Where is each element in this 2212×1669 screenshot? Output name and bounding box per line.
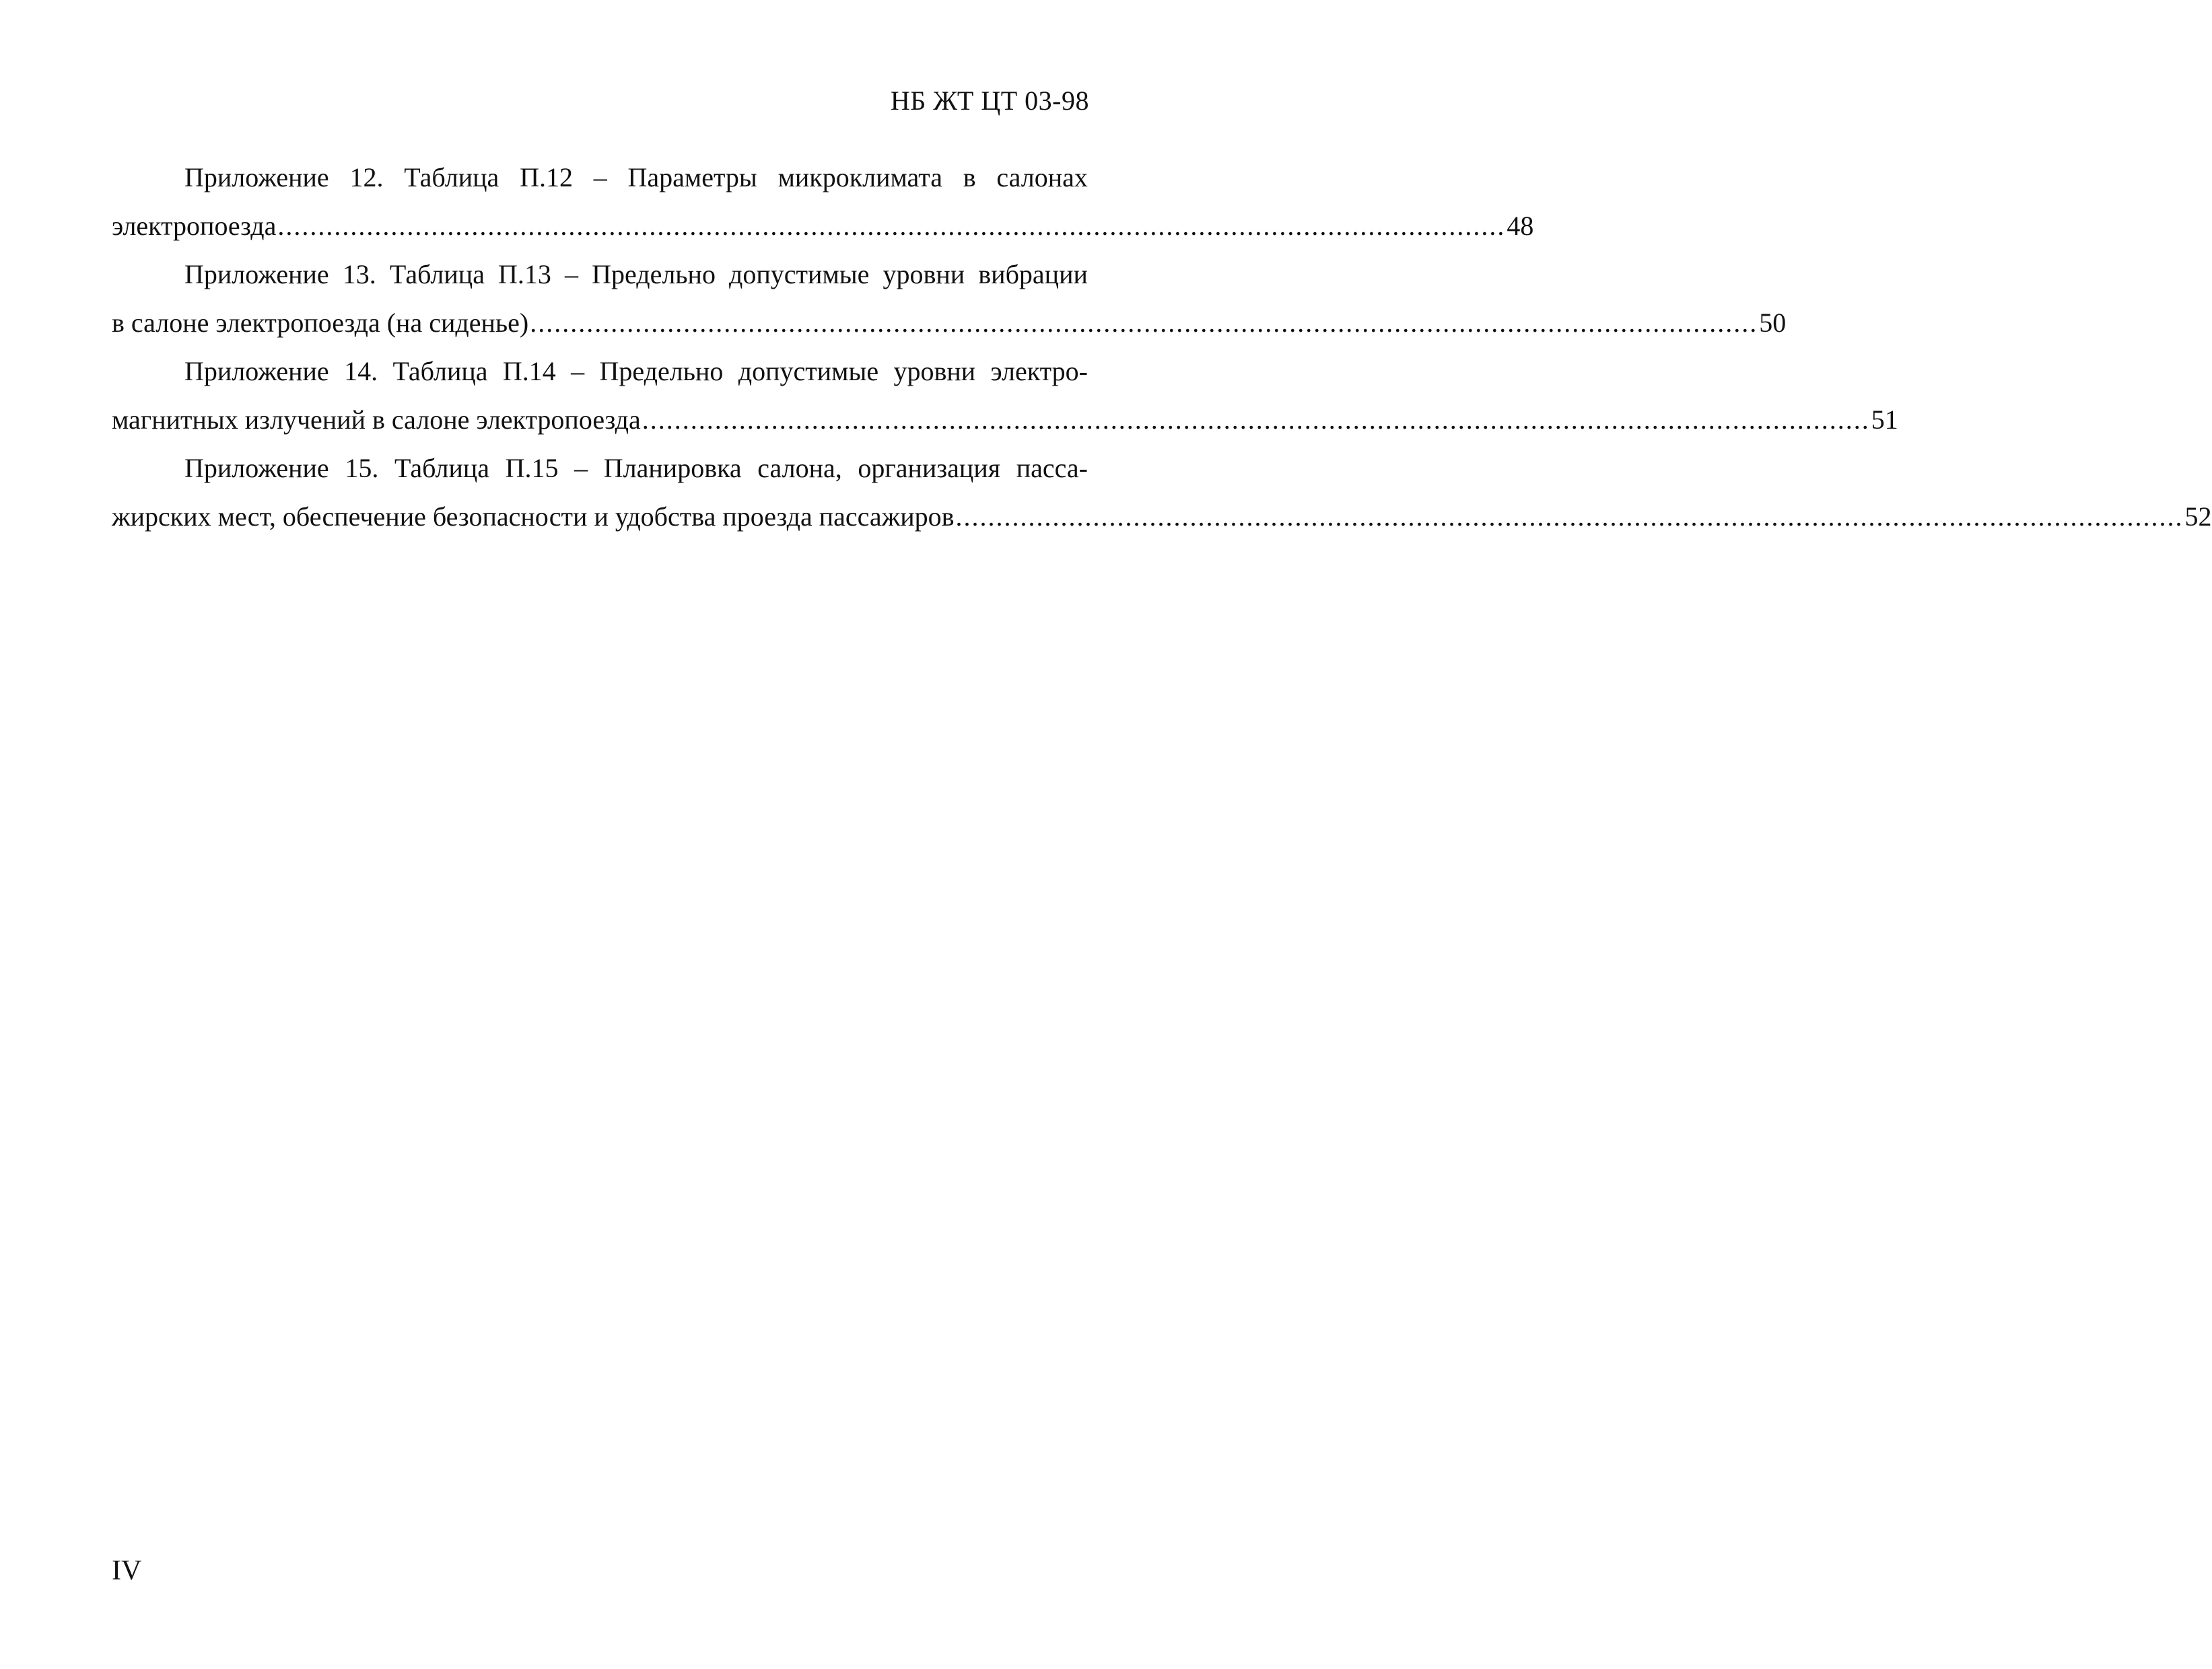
toc-entry-second-line — [112, 299, 1787, 347]
word: допустимые — [738, 356, 879, 386]
word: Планировка — [603, 453, 742, 483]
word: 13. — [342, 259, 376, 289]
toc-entry-first-line — [112, 153, 1088, 202]
toc-page-number: 51 — [1871, 404, 1898, 435]
word: 14. — [344, 356, 378, 386]
word: 12. — [349, 162, 384, 192]
word: Таблица — [392, 356, 488, 386]
dot-leader: ........................................................................................................................................................ — [955, 501, 2184, 532]
toc-page-number: 52 — [2184, 501, 2212, 532]
word: электро- — [990, 356, 1088, 386]
word: Таблица — [394, 453, 490, 483]
toc-page-number: 48 — [1507, 211, 1534, 241]
toc-entry-second-line — [112, 202, 1534, 250]
word: Параметры — [627, 162, 757, 192]
dot-leader: ........................................................................................................................................................ — [530, 308, 1758, 338]
word: Приложение — [184, 259, 329, 289]
table-of-contents — [112, 153, 2212, 541]
word: – — [565, 259, 579, 289]
word: Таблица — [404, 162, 499, 192]
word: допустимые — [729, 259, 870, 289]
toc-entry-first-line — [112, 250, 1088, 299]
word: Приложение — [184, 356, 329, 386]
word: организация — [858, 453, 1001, 483]
toc-entry-text: магнитных излучений в салоне электропоезда — [112, 404, 641, 435]
toc-entry-appendix-12[interactable] — [112, 153, 1534, 250]
word: микроклимата — [777, 162, 942, 192]
dot-leader: ........................................................................................................................................................ — [277, 211, 1506, 241]
toc-entry-first-line — [112, 444, 1088, 493]
word: Приложение — [184, 162, 329, 192]
word: салона, — [757, 453, 842, 483]
word: Предельно — [599, 356, 724, 386]
document-code: НБ ЖТ ЦТ 03-98 — [890, 85, 1089, 116]
toc-entry-appendix-14[interactable] — [112, 347, 1898, 444]
word: Приложение — [184, 453, 329, 483]
word: в — [963, 162, 976, 192]
word: – — [574, 453, 588, 483]
page-number-roman: IV — [112, 1555, 142, 1586]
toc-entry-appendix-15[interactable] — [112, 444, 2212, 541]
toc-entry-text: в салоне электропоезда (на сиденье) — [112, 308, 529, 338]
toc-entry-text: электропоезда — [112, 211, 277, 241]
toc-entry-appendix-13[interactable] — [112, 250, 1787, 347]
word: Таблица — [389, 259, 485, 289]
toc-entry-second-line — [112, 396, 1898, 444]
word: П.15 — [505, 453, 559, 483]
toc-entry-text: жирских мест, обеспечение безопасности и удобства проезда пассажиров — [112, 501, 955, 532]
word: – — [571, 356, 585, 386]
word: пасса- — [1016, 453, 1088, 483]
word: – — [593, 162, 607, 192]
word: Предельно — [592, 259, 716, 289]
word: П.13 — [498, 259, 551, 289]
toc-entry-first-line — [112, 347, 1088, 396]
dot-leader: ........................................................................................................................................................ — [642, 404, 1870, 435]
word: П.12 — [520, 162, 573, 192]
toc-entry-second-line — [112, 493, 2212, 541]
word: 15. — [345, 453, 379, 483]
word: уровни — [883, 259, 965, 289]
word: вибрации — [978, 259, 1088, 289]
word: салонах — [996, 162, 1088, 192]
word: П.14 — [502, 356, 556, 386]
toc-page-number: 50 — [1759, 308, 1787, 338]
word: уровни — [893, 356, 976, 386]
